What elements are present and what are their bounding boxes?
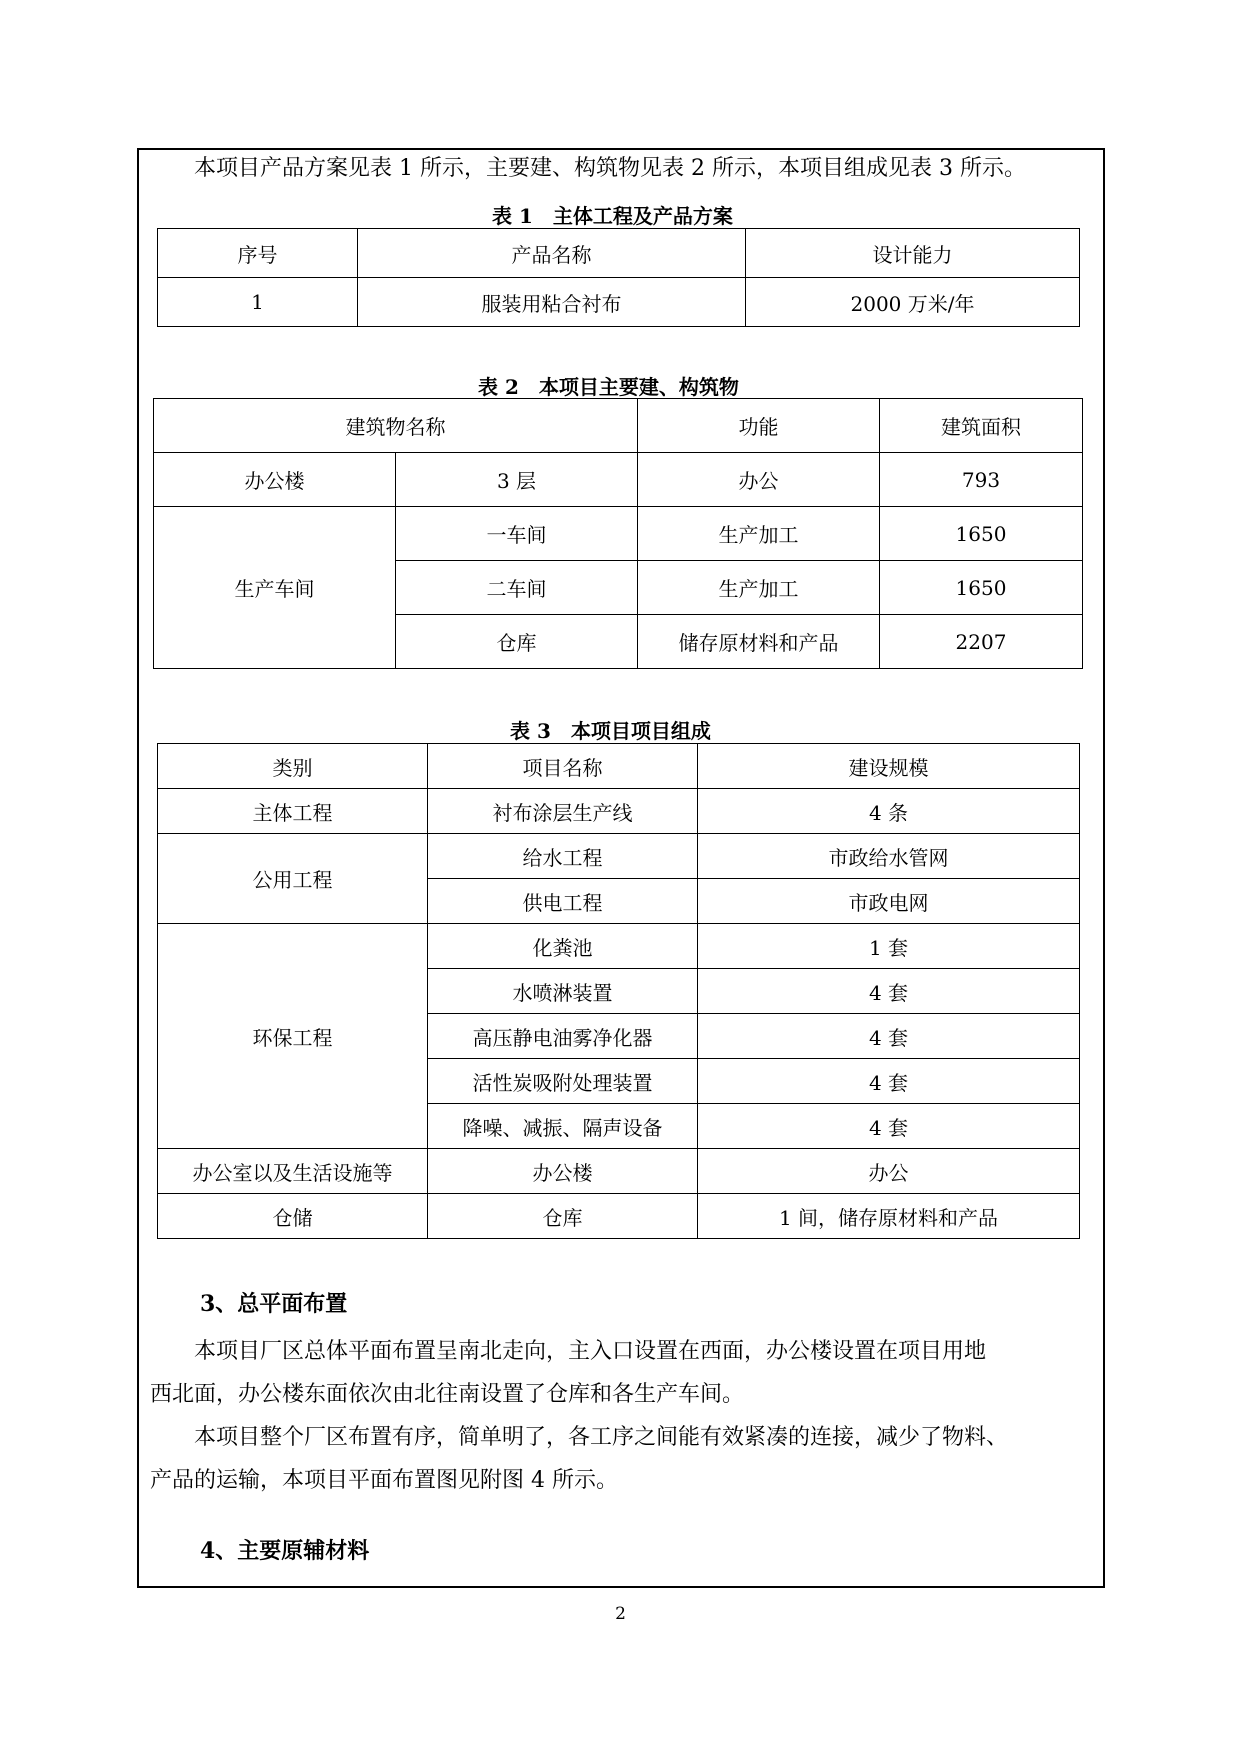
intro-paragraph: 本项目产品方案见表 1 所示，主要建、构筑物见表 2 所示，本项目组成见表 3 所示。 bbox=[194, 156, 1026, 181]
table-row bbox=[154, 507, 1083, 561]
table-header-row bbox=[158, 744, 1080, 789]
table-cell: 生产加工 bbox=[638, 561, 880, 615]
table-group-cell: 公用工程 bbox=[158, 834, 428, 924]
table-cell: 4 条 bbox=[698, 789, 1080, 834]
table-cell: 2207 bbox=[880, 615, 1083, 669]
table-cell: 1 bbox=[158, 278, 358, 327]
section3-paragraph2-line1: 本项目整个厂区布置有序，简单明了，各工序之间能有效紧凑的连接，减少了物料、 bbox=[194, 1425, 1009, 1450]
section3-paragraph2-line2: 产品的运输，本项目平面布置图见附图 4 所示。 bbox=[150, 1468, 618, 1493]
section3-paragraph1-line2: 西北面，办公楼东面依次由北往南设置了仓库和各生产车间。 bbox=[150, 1382, 745, 1407]
table-cell: 4 套 bbox=[698, 1104, 1080, 1149]
table-row bbox=[158, 789, 1080, 834]
table-cell: 4 套 bbox=[698, 1059, 1080, 1104]
table-row bbox=[154, 453, 1083, 507]
table-header-cell: 建筑物名称 bbox=[154, 399, 638, 453]
table-cell: 办公楼 bbox=[154, 453, 396, 507]
table-cell: 仓储 bbox=[158, 1194, 428, 1239]
table1 bbox=[157, 228, 1080, 327]
table-cell: 市政电网 bbox=[698, 879, 1080, 924]
table-header-cell: 项目名称 bbox=[428, 744, 698, 789]
table-cell: 主体工程 bbox=[158, 789, 428, 834]
table-cell: 1650 bbox=[880, 561, 1083, 615]
table-cell: 生产加工 bbox=[638, 507, 880, 561]
table-cell: 1650 bbox=[880, 507, 1083, 561]
table-cell: 办公 bbox=[698, 1149, 1080, 1194]
table-header-cell: 设计能力 bbox=[746, 229, 1080, 278]
section4-heading: 4、主要原辅材料 bbox=[200, 1538, 370, 1564]
table-cell: 3 层 bbox=[396, 453, 638, 507]
table-header-cell: 建筑面积 bbox=[880, 399, 1083, 453]
table-header-row bbox=[158, 229, 1080, 278]
table-cell: 衬布涂层生产线 bbox=[428, 789, 698, 834]
table-header-row bbox=[154, 399, 1083, 453]
table-cell: 高压静电油雾净化器 bbox=[428, 1014, 698, 1059]
table-row bbox=[158, 1149, 1080, 1194]
table-header-cell: 产品名称 bbox=[358, 229, 746, 278]
table-cell: 仓库 bbox=[396, 615, 638, 669]
table-cell: 活性炭吸附处理装置 bbox=[428, 1059, 698, 1104]
table-cell: 化粪池 bbox=[428, 924, 698, 969]
table-header-cell: 类别 bbox=[158, 744, 428, 789]
table-row bbox=[158, 834, 1080, 879]
table2 bbox=[153, 398, 1083, 669]
table-cell: 市政给水管网 bbox=[698, 834, 1080, 879]
table-cell: 供电工程 bbox=[428, 879, 698, 924]
table-cell: 4 套 bbox=[698, 969, 1080, 1014]
table-cell: 办公楼 bbox=[428, 1149, 698, 1194]
table-header-cell: 序号 bbox=[158, 229, 358, 278]
table1-caption: 表 1 主体工程及产品方案 bbox=[492, 204, 733, 228]
table-row bbox=[158, 278, 1080, 327]
table-cell: 给水工程 bbox=[428, 834, 698, 879]
table-cell: 降噪、减振、隔声设备 bbox=[428, 1104, 698, 1149]
table3-caption: 表 3 本项目项目组成 bbox=[510, 719, 711, 743]
table-row bbox=[158, 924, 1080, 969]
table-header-cell: 功能 bbox=[638, 399, 880, 453]
table-cell: 4 套 bbox=[698, 1014, 1080, 1059]
table-row bbox=[158, 1194, 1080, 1239]
table-cell: 服装用粘合衬布 bbox=[358, 278, 746, 327]
table-header-cell: 建设规模 bbox=[698, 744, 1080, 789]
table-cell: 2000 万米/年 bbox=[746, 278, 1080, 327]
table-cell: 办公室以及生活设施等 bbox=[158, 1149, 428, 1194]
table2-caption: 表 2 本项目主要建、构筑物 bbox=[478, 375, 739, 399]
table-cell: 1 间，储存原材料和产品 bbox=[698, 1194, 1080, 1239]
table-cell: 二车间 bbox=[396, 561, 638, 615]
table-cell: 仓库 bbox=[428, 1194, 698, 1239]
table-cell: 1 套 bbox=[698, 924, 1080, 969]
table-cell: 储存原材料和产品 bbox=[638, 615, 880, 669]
table-cell: 水喷淋装置 bbox=[428, 969, 698, 1014]
table-cell: 一车间 bbox=[396, 507, 638, 561]
section3-paragraph1-line1: 本项目厂区总体平面布置呈南北走向，主入口设置在西面，办公楼设置在项目用地 bbox=[194, 1339, 987, 1364]
page-number: 2 bbox=[615, 1604, 626, 1624]
table-group-cell: 环保工程 bbox=[158, 924, 428, 1149]
table-cell: 793 bbox=[880, 453, 1083, 507]
table-group-cell: 生产车间 bbox=[154, 507, 396, 669]
section3-heading: 3、总平面布置 bbox=[200, 1291, 348, 1317]
table3 bbox=[157, 743, 1080, 1239]
table-cell: 办公 bbox=[638, 453, 880, 507]
